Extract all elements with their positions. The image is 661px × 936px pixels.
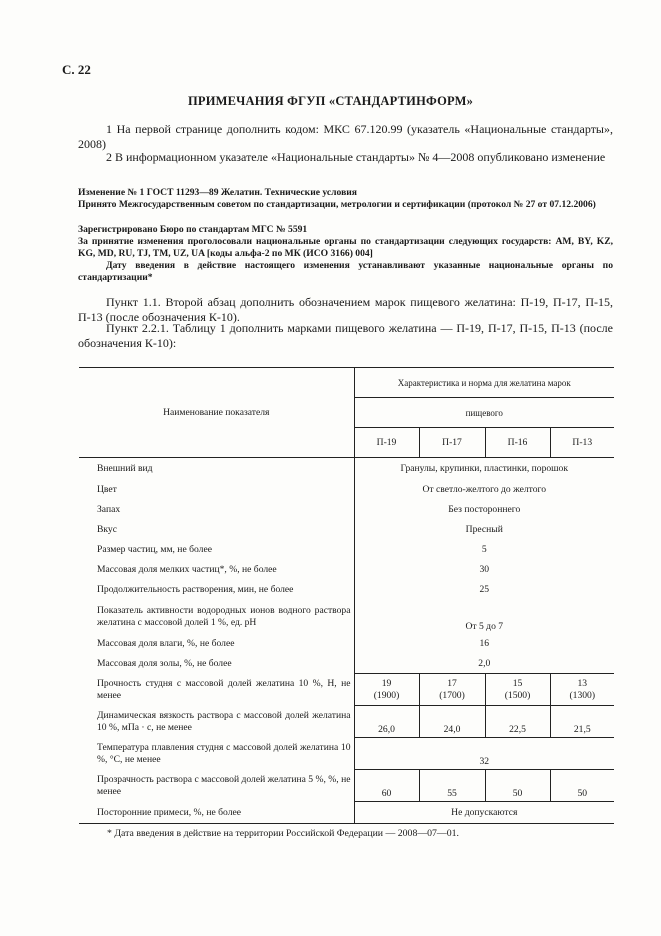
- table-row: [79, 500, 614, 520]
- row-value: Не допускаются: [354, 802, 614, 824]
- row-value: 25: [354, 580, 614, 600]
- row-name: Прочность студня с массовой долей желатина 10 %, Н, не менее: [97, 677, 351, 701]
- row-value: 24,0: [419, 706, 485, 738]
- row-value: Пресный: [354, 520, 614, 540]
- value-sub: (1700): [439, 689, 465, 701]
- value-sub: (1300): [569, 689, 596, 701]
- row-value: 50: [550, 770, 614, 802]
- note-2: 2 В информационном указателе «Национальные стандарты» № 4—2008 опубликовано изменение: [106, 150, 606, 164]
- header-grade: П-17: [419, 428, 485, 458]
- row-name: Массовая доля золы, %, не более: [97, 658, 232, 669]
- row-value: 32: [354, 738, 614, 770]
- header-food: пищевого: [354, 398, 614, 428]
- header-indicator-name: Наименование показателя: [79, 368, 354, 458]
- table-row: [79, 600, 614, 634]
- amendment-registered: Зарегистрировано Бюро по стандартам МГС № 5591: [78, 224, 308, 235]
- value-sub: (1900): [373, 689, 400, 701]
- row-name: Температура плавления студня с массовой долей желатина 10 %, °С, не менее: [97, 741, 351, 765]
- row-value: От светло-желтого до желтого: [354, 480, 614, 500]
- row-name: Динамическая вязкость раствора с массовой долей желатина 10 %, мПа · с, не менее: [97, 709, 351, 733]
- table-row: [79, 458, 614, 480]
- amendment-date: Дату введения в действие настоящего изменения устанавливают указанные национальные органы по стандартизации*: [78, 260, 613, 283]
- row-value: Без постороннего: [354, 500, 614, 520]
- table-row: [79, 560, 614, 580]
- row-name: Вкус: [97, 524, 117, 535]
- header-grade: П-16: [485, 428, 550, 458]
- row-value: 16: [354, 634, 614, 654]
- row-name: Прозрачность раствора с массовой долей желатина 5 %, %, не менее: [97, 773, 351, 797]
- row-name: Запах: [97, 504, 121, 515]
- value-sub: (1500): [504, 689, 531, 701]
- table-row: [79, 520, 614, 540]
- header-grade: П-13: [550, 428, 614, 458]
- table-row: [79, 770, 614, 802]
- row-value: 22,5: [485, 706, 550, 738]
- page-number: С. 22: [62, 62, 91, 77]
- table-row: [79, 654, 614, 674]
- row-value: 60: [354, 770, 419, 802]
- row-value: 5: [354, 540, 614, 560]
- row-value: От 5 до 7: [354, 600, 614, 634]
- specification-table: [79, 367, 614, 824]
- row-value: 50: [485, 770, 550, 802]
- table-row: [79, 480, 614, 500]
- header-grade: П-19: [354, 428, 419, 458]
- row-value: 26,0: [354, 706, 419, 738]
- table-row: [79, 634, 614, 654]
- table-row: [79, 802, 614, 824]
- page-title: ПРИМЕЧАНИЯ ФГУП «СТАНДАРТИНФОРМ»: [187, 94, 474, 108]
- row-name: Массовая доля мелких частиц*, %, не более: [97, 564, 277, 575]
- amendment-title: Изменение № 1 ГОСТ 11293—89 Желатин. Технические условия: [78, 187, 357, 198]
- table-row: [79, 706, 614, 738]
- footnote: * Дата введения в действие на территории Российской Федерации — 2008—07—01.: [107, 828, 459, 839]
- row-value: Гранулы, крупинки, пластинки, порошок: [354, 458, 614, 480]
- table-row: [79, 738, 614, 770]
- value-main: 19: [381, 677, 392, 689]
- header-characteristic: Характеристика и норма для желатина марок: [354, 368, 614, 398]
- row-value: 2,0: [354, 654, 614, 674]
- row-value: [550, 674, 614, 706]
- table-row: [79, 580, 614, 600]
- value-main: 15: [512, 677, 523, 689]
- value-main: 17: [447, 677, 457, 689]
- row-value: 30: [354, 560, 614, 580]
- amendment-voted: За принятие изменения проголосовали национальные органы по стандартизации следующих государств: AM, BY, KZ, KG, MD, RU, TJ, TM, UZ, UA [коды альфа-2 по МК (ИСО 3166) 004]: [78, 236, 613, 259]
- table-row: [79, 540, 614, 560]
- row-name: Цвет: [97, 484, 117, 495]
- row-name: Внешний вид: [97, 463, 153, 475]
- note-1: 1 На первой странице дополнить кодом: МКС 67.120.99 (указатель «Национальные стандарты», 2008): [78, 122, 613, 151]
- footnote-divider: [79, 823, 179, 824]
- row-value: [419, 674, 485, 706]
- row-name: Массовая доля влаги, %, не более: [97, 638, 235, 649]
- value-main: 13: [577, 677, 588, 689]
- row-value: 55: [419, 770, 485, 802]
- row-name: Размер частиц, мм, не более: [97, 544, 212, 555]
- row-value: [354, 674, 419, 706]
- table-row: [79, 674, 614, 706]
- row-value: [485, 674, 550, 706]
- row-name: Продолжительность растворения, мин, не более: [97, 584, 294, 595]
- paragraph-1-1: Пункт 1.1. Второй абзац дополнить обозначением марок пищевого желатина: П-19, П-17, П-15, П-13 (после обозначения К-10).: [78, 295, 613, 324]
- row-name: Посторонние примеси, %, не более: [79, 802, 354, 824]
- paragraph-2-2-1: Пункт 2.2.1. Таблицу 1 дополнить марками пищевого желатина — П-19, П-17, П-15, П-13 (после обозначения К-10):: [78, 321, 613, 350]
- amendment-adopted: Принято Межгосударственным советом по стандартизации, метрологии и сертификации (протокол № 27 от 07.12.2006): [78, 199, 596, 210]
- row-value: 21,5: [550, 706, 614, 738]
- row-name: Показатель активности водородных ионов водного раствора желатина с массовой долей 1 %, ед. рН: [97, 604, 351, 628]
